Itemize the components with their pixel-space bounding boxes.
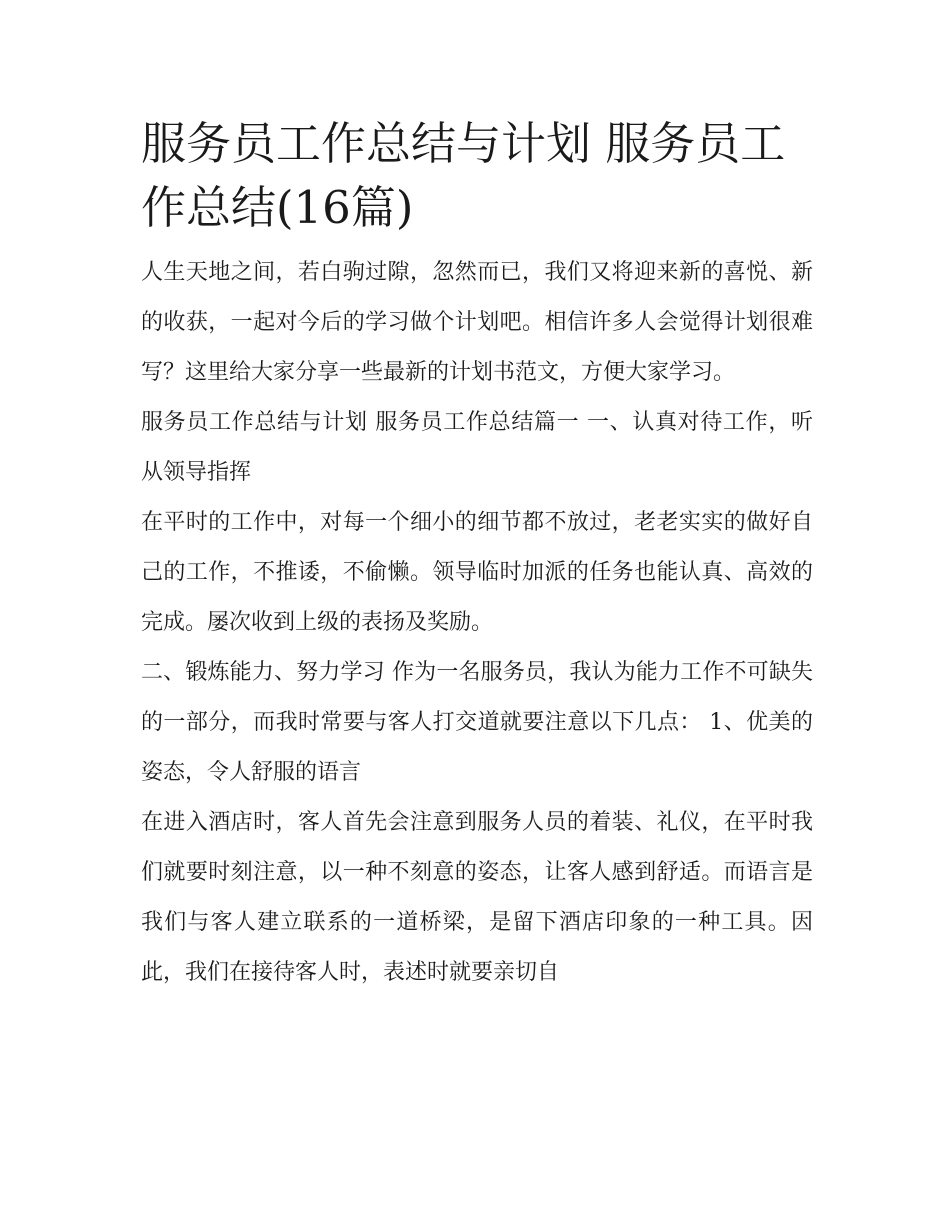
paragraph-section-heading: 服务员工作总结与计划 服务员工作总结篇一 一、认真对待工作，听从领导指挥 [141, 410, 813, 485]
paragraph-work-attitude: 在平时的工作中，对每一个细小的细节都不放过，老老实实的做好自己的工作，不推诿，不偷懒。领导临时加派的任务也能认真、高效的完成。屡次收到上级的表扬及奖励。 [141, 510, 813, 635]
paragraph-manners: 在进入酒店时，客人首先会注意到服务人员的着装、礼仪，在平时我们就要时刻注意，以一种不刻意的姿态，让客人感到舒适。而语言是我们与客人建立联系的一道桥梁，是留下酒店印象的一种工具。因此，我们在接待客人时，表述时就要亲切自 [141, 810, 813, 985]
document-title: 服务员工作总结与计划 服务员工作总结(16篇) [141, 117, 786, 234]
document-body [141, 112, 813, 998]
paragraph-ability: 二、锻炼能力、努力学习 作为一名服务员，我认为能力工作不可缺失的一部分，而我时常要与客人打交道就要注意以下几点： 1、优美的姿态，令人舒服的语言 [141, 660, 813, 785]
paragraph-intro: 人生天地之间，若白驹过隙，忽然而已，我们又将迎来新的喜悦、新的收获，一起对今后的学习做个计划吧。相信许多人会觉得计划很难写？这里给大家分享一些最新的计划书范文，方便大家学习。 [141, 260, 813, 385]
